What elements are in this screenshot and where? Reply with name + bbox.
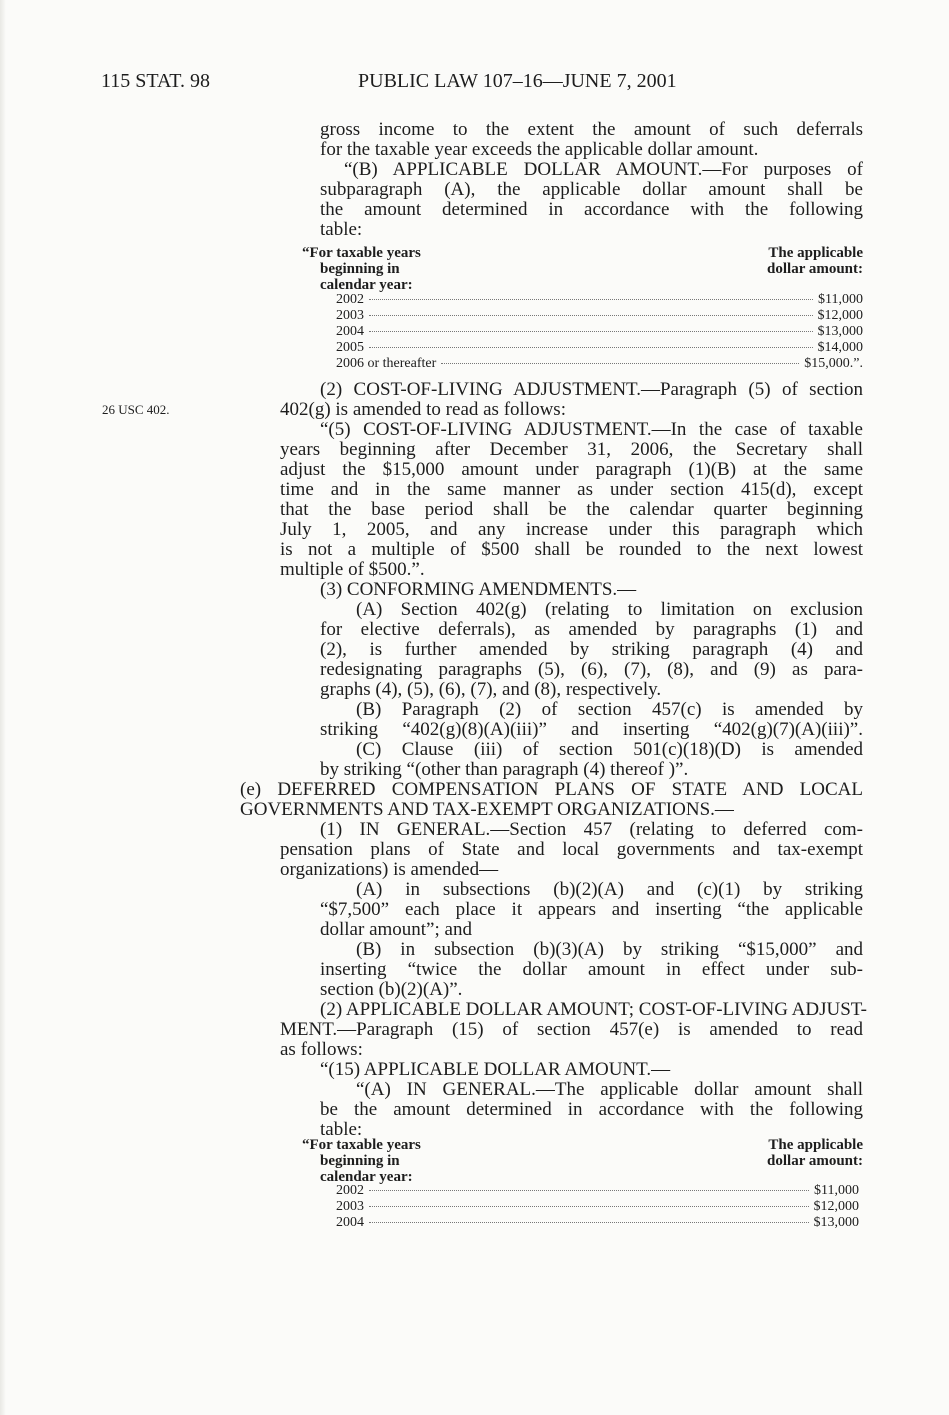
text-line: dollar amount”; and [320, 919, 472, 940]
header-line: beginning in [320, 1153, 400, 1169]
text-line: (2), is further amended by striking paragraph (4) and [320, 639, 863, 660]
text-line: section (b)(2)(A)”. [320, 979, 463, 1000]
table-amount: $11,000 [814, 1183, 859, 1198]
table-row [336, 292, 863, 308]
text-line: subparagraph (A), the applicable dollar amount shall be [320, 179, 863, 200]
stat-page-reference: 115 STAT. 98 [101, 70, 210, 92]
table-year: 2002 [336, 1183, 364, 1198]
table-row [336, 356, 863, 372]
text-line: for elective deferrals), as amended by paragraphs (1) and [320, 619, 863, 640]
text-block-2 [240, 379, 867, 1140]
table-amount: $15,000.”. [804, 356, 863, 371]
table-row [336, 340, 863, 356]
table-year: 2006 or thereafter [336, 356, 437, 371]
text-line: (2) APPLICABLE DOLLAR AMOUNT; COST-OF-LIVING ADJUST- [320, 999, 867, 1020]
text-line: graphs (4), (5), (6), (7), and (8), respectively. [320, 679, 662, 700]
text-line: as follows: [280, 1039, 363, 1060]
text-line: table: [320, 1119, 363, 1140]
text-line: (B) in subsection (b)(3)(A) by striking “$15,000” and [356, 939, 863, 960]
text-line: (1) IN GENERAL.—Section 457 (relating to deferred com- [320, 819, 863, 840]
text-line: (3) CONFORMING AMENDMENTS.— [320, 579, 637, 600]
text-line: time and in the same manner as under section 415(d), except [280, 479, 863, 500]
table-year: 2005 [336, 340, 364, 355]
text-line: “(B) APPLICABLE DOLLAR AMOUNT.—For purposes of [344, 159, 863, 180]
text-line: the amount determined in accordance with the following [320, 199, 863, 220]
text-line: (2) COST-OF-LIVING ADJUSTMENT.—Paragraph (5) of section [320, 379, 863, 400]
text-line: that the base period shall be the calendar quarter beginning [280, 499, 863, 520]
text-block-1 [320, 120, 863, 240]
text-line: inserting “twice the dollar amount in effect under sub- [320, 959, 863, 980]
table-amount: $12,000 [817, 308, 863, 323]
header-line: dollar amount: [767, 261, 863, 277]
header-line: calendar year: [320, 277, 413, 293]
margin-citation: 26 USC 402. [102, 402, 170, 417]
text-line: GOVERNMENTS AND TAX-EXEMPT ORGANIZATIONS.— [240, 799, 734, 820]
table1-col1-header [302, 245, 421, 293]
text-line: (A) in subsections (b)(2)(A) and (c)(1) by striking [356, 879, 863, 900]
table2-col2-header [767, 1137, 863, 1169]
text-line: years beginning after December 31, 2006, the Secretary shall [280, 439, 863, 460]
table-amount: $11,000 [818, 292, 863, 307]
table-year: 2002 [336, 292, 364, 307]
table-year: 2003 [336, 308, 364, 323]
table-amount: $13,000 [813, 1215, 859, 1230]
text-line: pensation plans of State and local governments and tax-exempt [280, 839, 863, 860]
text-line: “(A) IN GENERAL.—The applicable dollar amount shall [356, 1079, 863, 1100]
header-line: The applicable [768, 1137, 863, 1153]
text-line: 402(g) is amended to read as follows: [280, 399, 566, 420]
text-line: redesignating paragraphs (5), (6), (7), (8), and (9) as para- [320, 659, 863, 680]
text-line: “$7,500” each place it appears and inserting “the applicable [320, 899, 863, 920]
text-line: striking “402(g)(8)(A)(iii)” and inserting “402(g)(7)(A)(iii)”. [320, 719, 863, 740]
text-line: for the taxable year exceeds the applicable dollar amount. [320, 139, 759, 160]
table-row [336, 1183, 859, 1199]
table2-col1-header [302, 1137, 421, 1185]
text-line: “(5) COST-OF-LIVING ADJUSTMENT.—In the case of taxable [320, 419, 863, 440]
running-header-title: PUBLIC LAW 107–16—JUNE 7, 2001 [358, 70, 677, 92]
table-year: 2003 [336, 1199, 364, 1214]
table-row [336, 324, 863, 340]
text-line: table: [320, 219, 363, 240]
table-amount: $14,000 [817, 340, 863, 355]
table1-col2-header [767, 245, 863, 277]
text-line: organizations) is amended— [280, 859, 499, 880]
text-line: (A) Section 402(g) (relating to limitation on exclusion [356, 599, 863, 620]
table-year: 2004 [336, 324, 364, 339]
table-amount: $12,000 [813, 1199, 859, 1214]
text-line: by striking “(other than paragraph (4) thereof )”. [320, 759, 689, 780]
header-line: The applicable [768, 245, 863, 261]
text-line: multiple of $500.”. [280, 559, 425, 580]
header-line: “For taxable years [302, 245, 421, 261]
text-line: gross income to the extent the amount of such deferrals [320, 119, 863, 140]
page-edge-shadow [0, 0, 6, 1415]
text-line: adjust the $15,000 amount under paragraph (1)(B) at the same [280, 459, 863, 480]
header-line: calendar year: [320, 1169, 413, 1185]
text-line: (e) DEFERRED COMPENSATION PLANS OF STATE AND LOCAL [240, 779, 863, 800]
text-line: (B) Paragraph (2) of section 457(c) is amended by [356, 699, 863, 720]
text-line: be the amount determined in accordance with the following [320, 1099, 863, 1120]
table-row [336, 1215, 859, 1231]
text-line: (C) Clause (iii) of section 501(c)(18)(D) is amended [356, 739, 863, 760]
table-row [336, 308, 863, 324]
table-row [336, 1199, 859, 1215]
text-line: “(15) APPLICABLE DOLLAR AMOUNT.— [320, 1059, 671, 1080]
header-line: “For taxable years [302, 1137, 421, 1153]
text-line: MENT.—Paragraph (15) of section 457(e) is amended to read [280, 1019, 863, 1040]
header-line: beginning in [320, 261, 400, 277]
table-year: 2004 [336, 1215, 364, 1230]
header-line: dollar amount: [767, 1153, 863, 1169]
table-amount: $13,000 [817, 324, 863, 339]
text-line: July 1, 2005, and any increase under this paragraph which [280, 519, 863, 540]
text-line: is not a multiple of $500 shall be rounded to the next lowest [280, 539, 863, 560]
